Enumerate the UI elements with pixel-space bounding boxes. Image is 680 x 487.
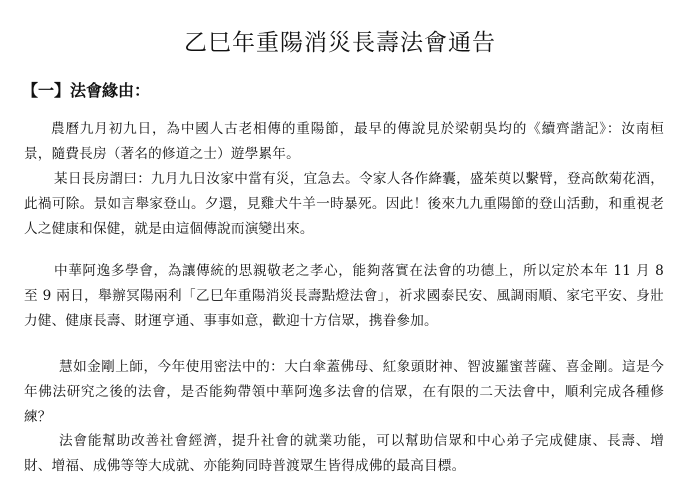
paragraph-4: 慧如金剛上師，今年使用密法中的：大白傘蓋佛母、紅象頭財神、智波羅蜜菩薩、喜金剛。這是今年佛法研究之後的法會，是否能夠帶領中華阿逸多法會的信眾，在有限的二天法會中，順利完成各種修練？ [24, 359, 664, 425]
paragraph-2: 某日長房謂曰：九月九日汝家中當有災，宜急去。令家人各作絳囊，盛茱萸以繫臂，登高飲菊花酒，此禍可除。景如言舉家登山。夕還，見雞犬牛羊一時暴死。因此！後來九九重陽節的登山活動，和重視老人之健康和保健，就是由這個傳說而演變出來。 [24, 171, 664, 237]
document-title: 乙巳年重陽消災長壽法會通告 [184, 30, 496, 56]
paragraph-3: 中華阿逸多學會，為讓傳統的思親敬老之孝心，能夠落實在法會的功德上，所以定於本年 11 月 8 至 9 兩日，舉辦冥陽兩利「乙巳年重陽消災長壽點燈法會」，祈求國泰民安、風調雨順、家宅平安、身壯力健、健康長壽、財運亨通、事事如意，歡迎十方信眾，携眷參加。 [24, 263, 664, 329]
section-heading: 【一】法會緣由： [22, 81, 151, 100]
paragraph-5: 法會能幫助改善社會經濟，提升社會的就業功能，可以幫助信眾和中心弟子完成健康、長壽、增財、增福、成佛等等大成就、亦能夠同時普渡眾生皆得成佛的最高目標。 [24, 433, 664, 474]
paragraph-1: 農曆九月初九日，為中國人古老相傳的重陽節，最早的傳說見於梁朝吳均的《續齊諧記》：汝南桓景，隨費長房（著名的修道之士）遊學累年。 [24, 121, 664, 162]
